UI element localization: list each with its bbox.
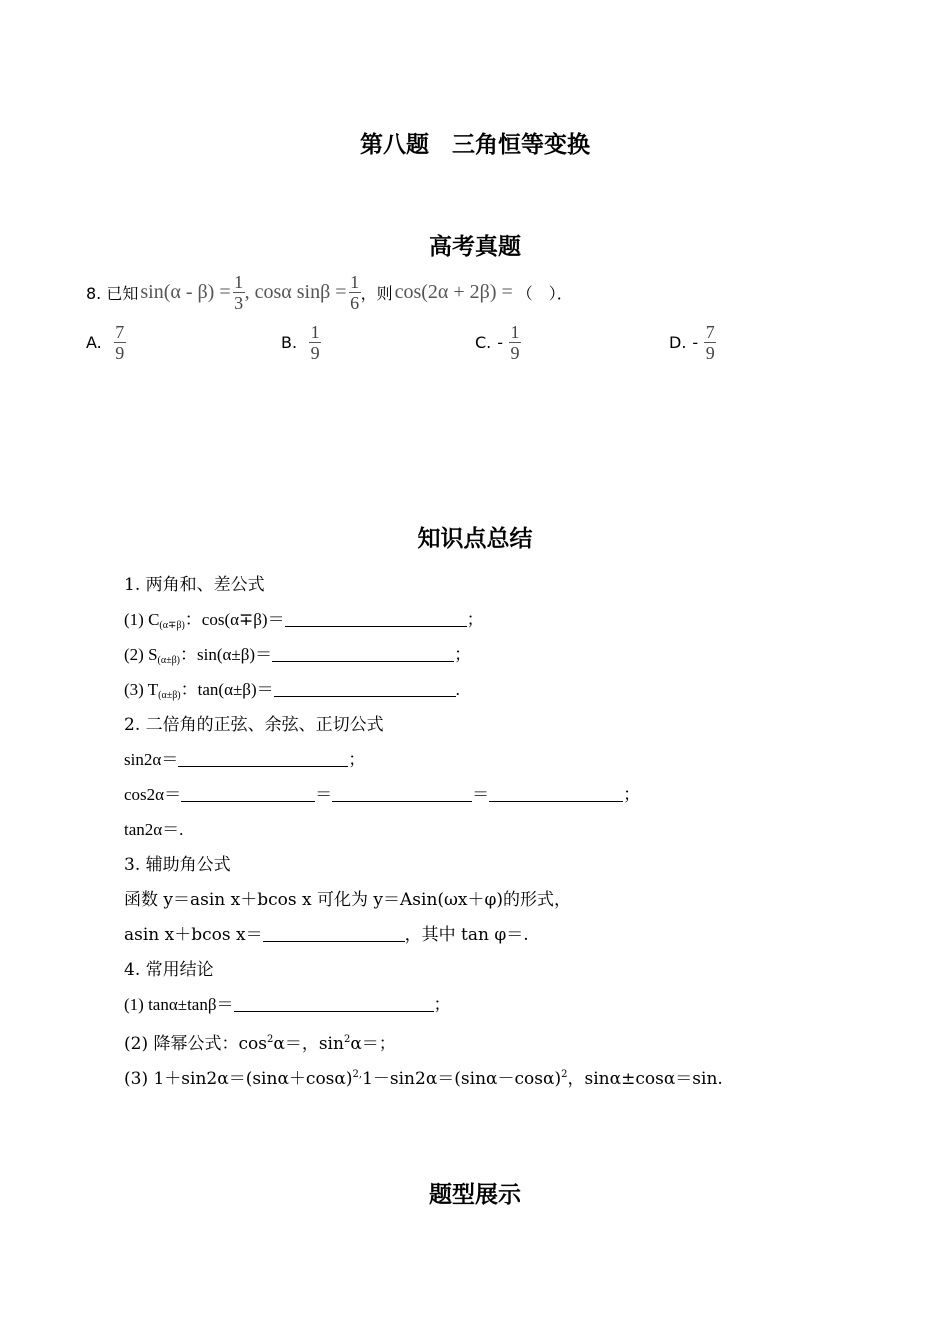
option-fraction [309, 322, 321, 363]
answer-blank [274, 680, 456, 697]
option-label: D. [669, 333, 687, 352]
fraction-denominator: 9 [510, 343, 520, 363]
question-ask: cos(2α + 2β) = [394, 280, 513, 303]
knowledge-heading-4: 4. 常用结论 [124, 960, 214, 980]
formula-s-line: (2) $S_{(\alpha\pm\beta)}$：sin(α±β)＝ ； [124, 645, 472, 666]
cos2-line: cos2α＝ ＝ ＝ ； [124, 785, 641, 804]
section-heading-gaokao: 高考真题 [429, 234, 521, 260]
answer-blank [272, 645, 454, 662]
option-sign: - [692, 333, 699, 352]
fraction-numerator: 1 [310, 322, 320, 342]
formula-c-line: (1) $C_{(\alpha\mp\beta)}$：cos(α∓β)＝ ； [124, 610, 484, 631]
answer-blank [181, 785, 315, 802]
formula-t-line: (3) $T_{(\alpha\pm\beta)}$：tan(α±β)＝ . [124, 680, 460, 701]
option-fraction [704, 322, 716, 363]
option-fraction [509, 322, 521, 363]
option-d [669, 322, 716, 363]
fraction-numerator: 1 [510, 322, 520, 342]
fraction-denominator: 6 [350, 292, 360, 313]
page-title: 第八题 三角恒等变换 [360, 132, 590, 158]
fraction-denominator: 3 [234, 292, 244, 313]
option-label: A. [86, 333, 102, 352]
answer-blank [234, 995, 434, 1012]
aux-angle-line-1: 函数 y＝asin x＋bcos x 可化为 y＝Asin(ωx＋φ)的形式， [124, 890, 572, 910]
question-stem [86, 268, 573, 316]
fraction-numerator: 1 [234, 271, 244, 292]
condition-2: , cosα sinβ = [244, 280, 347, 303]
fraction-numerator: 1 [350, 271, 360, 292]
conclusion-3: (3) $1+\sin 2\alpha=(\sin\alpha+\cos\alpha)^{2,}1-\sin 2\alpha=(\sin\alpha-\cos\alpha)^2$，sinα±cosα＝sin. [124, 1069, 723, 1089]
section-heading-types: 题型展示 [429, 1182, 521, 1208]
sin2-line: sin2α＝ ； [124, 750, 366, 769]
tan2-line: tan2α＝. [124, 820, 184, 839]
fraction-denominator: 9 [115, 343, 125, 363]
fraction-denominator: 9 [705, 343, 715, 363]
question-then: ，则 [360, 283, 393, 303]
conclusion-2: (2) 降幂公式：$\cos^2\alpha=$，$\sin^2\alpha=$； [124, 1034, 396, 1054]
answer-blank [489, 785, 623, 802]
aux-angle-line-2: asin x＋bcos x＝ ，其中 tan φ＝. [124, 925, 529, 945]
answer-blank [332, 785, 472, 802]
option-fraction [114, 322, 126, 363]
fraction-cond1 [233, 272, 245, 313]
fraction-numerator: 7 [705, 322, 715, 342]
fraction-denominator: 9 [310, 343, 320, 363]
answer-paren: （ ）． [516, 283, 573, 303]
knowledge-heading-1: 1. 两角和、差公式 [124, 575, 265, 595]
option-a [86, 322, 126, 363]
option-b [281, 322, 321, 363]
fraction-cond2 [349, 272, 361, 313]
option-label: C. [475, 333, 492, 352]
conclusion-1: (1) tanα±tanβ＝ ； [124, 995, 451, 1014]
section-heading-knowledge: 知识点总结 [417, 526, 533, 552]
knowledge-heading-2: 2. 二倍角的正弦、余弦、正切公式 [124, 715, 384, 735]
option-c [475, 322, 521, 363]
answer-blank [285, 610, 467, 627]
fraction-numerator: 7 [115, 322, 125, 342]
question-prefix: 8. 已知 [86, 283, 139, 303]
answer-blank [178, 750, 348, 767]
answer-blank [263, 925, 405, 942]
knowledge-heading-3: 3. 辅助角公式 [124, 855, 231, 875]
condition-1: sin(α - β) = [140, 280, 231, 303]
option-label: B. [281, 333, 298, 352]
option-sign: - [497, 333, 504, 352]
